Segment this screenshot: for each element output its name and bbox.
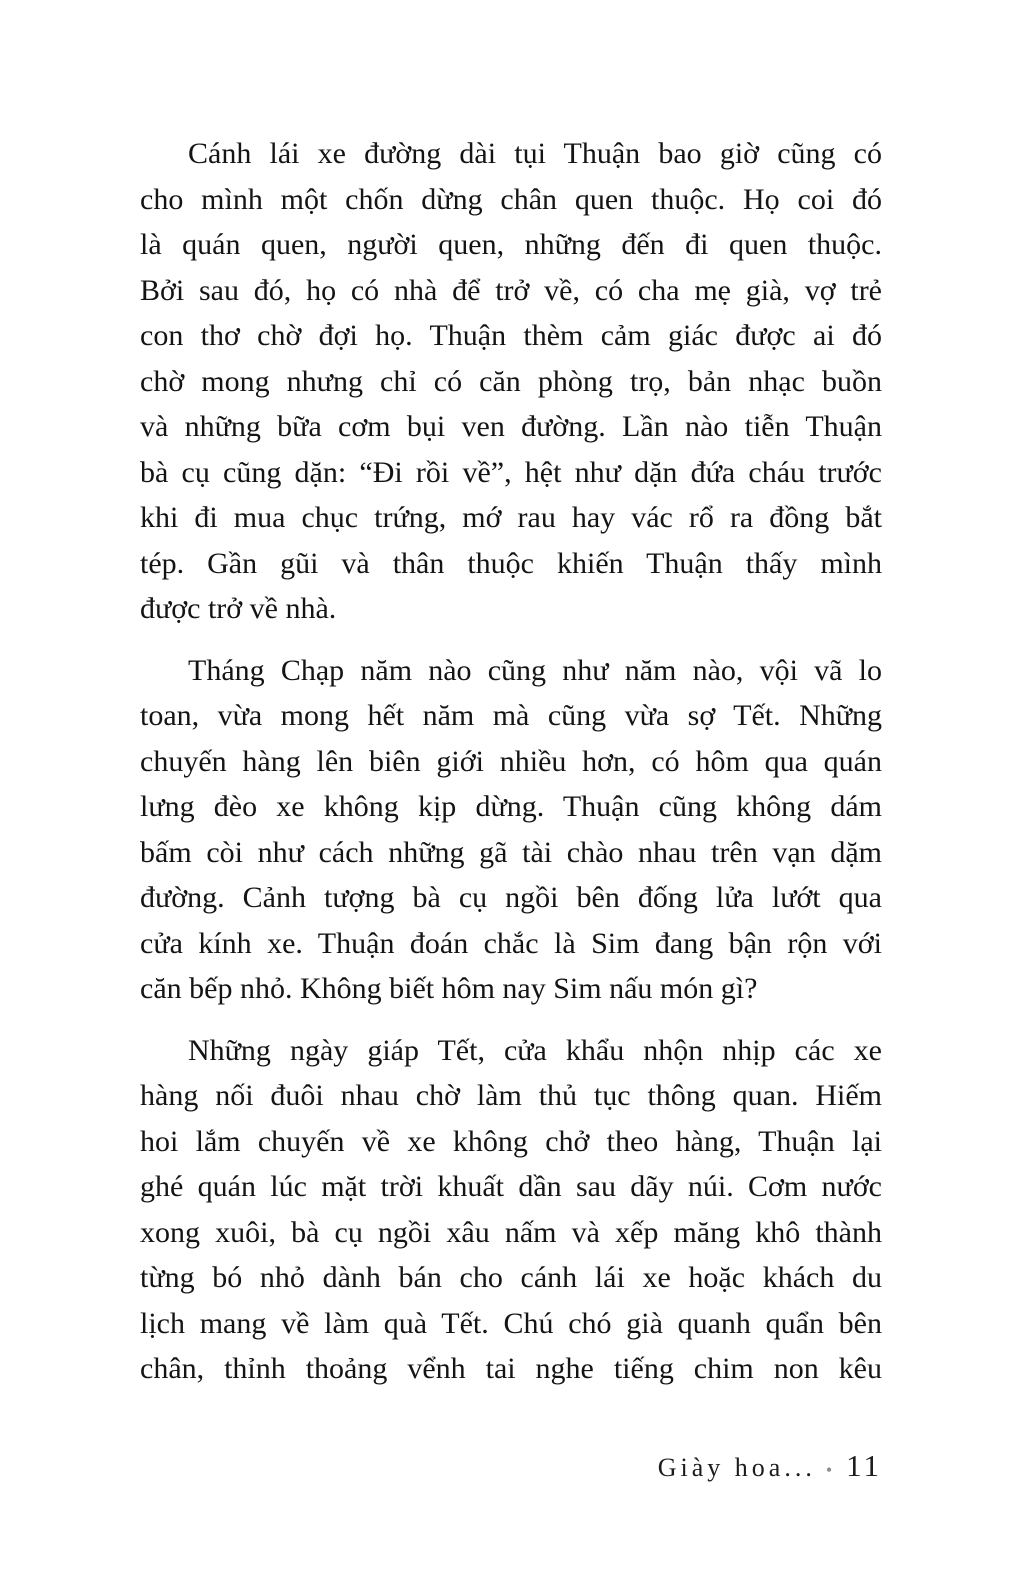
text-line: bấm còi như cách những gã tài chào nhau trên vạn dặm <box>140 835 882 869</box>
text-line: Tháng Chạp năm nào cũng như năm nào, vội vã lo <box>188 653 882 687</box>
text-line: được trở về nhà. <box>140 592 337 625</box>
running-chapter-title: Giày hoa... <box>657 1453 816 1482</box>
paragraph <box>140 1028 882 1392</box>
text-line: chờ mong nhưng chỉ có căn phòng trọ, bản nhạc buồn <box>140 364 882 398</box>
paragraph <box>140 131 882 632</box>
text-line: bà cụ cũng dặn: “Đi rồi về”, hệt như dặn đứa cháu trước <box>140 455 882 489</box>
text-line: Cánh lái xe đường dài tụi Thuận bao giờ cũng có <box>188 137 882 170</box>
text-line: chuyến hàng lên biên giới nhiều hơn, có hôm qua quán <box>140 744 882 778</box>
text-line: căn bếp nhỏ. Không biết hôm nay Sim nấu món gì? <box>140 972 758 1005</box>
text-line: tép. Gần gũi và thân thuộc khiến Thuận thấy mình <box>140 546 882 580</box>
text-line: Những ngày giáp Tết, cửa khẩu nhộn nhịp các xe <box>188 1033 882 1067</box>
text-line: hàng nối đuôi nhau chờ làm thủ tục thông quan. Hiếm <box>140 1079 882 1112</box>
text-line: lịch mang về làm quà Tết. Chú chó già quanh quẩn bên <box>140 1306 882 1340</box>
footer-separator-dot: • <box>825 1460 833 1480</box>
text-line: hoi lắm chuyến về xe không chở theo hàng, Thuận lại <box>140 1124 882 1158</box>
text-line: Bởi sau đó, họ có nhà để trở về, có cha mẹ già, vợ trẻ <box>140 273 882 307</box>
text-line: ghé quán lúc mặt trời khuất dần sau dãy núi. Cơm nước <box>140 1170 882 1203</box>
text-line: con thơ chờ đợi họ. Thuận thèm cảm giác được ai đó <box>140 319 882 352</box>
text-line: lưng đèo xe không kịp dừng. Thuận cũng không dám <box>140 790 882 823</box>
text-line: xong xuôi, bà cụ ngồi xâu nấm và xếp măng khô thành <box>140 1215 882 1249</box>
page-number: 11 <box>846 1448 882 1483</box>
text-line: cho mình một chốn dừng chân quen thuộc. Họ coi đó <box>140 182 882 216</box>
body-text <box>140 131 882 1392</box>
text-line: chân, thỉnh thoảng vểnh tai nghe tiếng chim non kêu <box>140 1352 882 1385</box>
text-line: là quán quen, người quen, những đến đi quen thuộc. <box>140 228 882 261</box>
text-line: cửa kính xe. Thuận đoán chắc là Sim đang bận rộn với <box>140 926 882 960</box>
text-line: đường. Cảnh tượng bà cụ ngồi bên đống lửa lướt qua <box>140 881 882 914</box>
text-line: từng bó nhỏ dành bán cho cánh lái xe hoặc khách du <box>140 1261 882 1294</box>
text-line: và những bữa cơm bụi ven đường. Lần nào tiễn Thuận <box>140 410 882 443</box>
text-line: toan, vừa mong hết năm mà cũng vừa sợ Tết. Những <box>140 699 882 732</box>
page-footer <box>658 1448 882 1484</box>
paragraph <box>140 648 882 1012</box>
text-line: khi đi mua chục trứng, mớ rau hay vác rổ ra đồng bắt <box>140 501 882 534</box>
